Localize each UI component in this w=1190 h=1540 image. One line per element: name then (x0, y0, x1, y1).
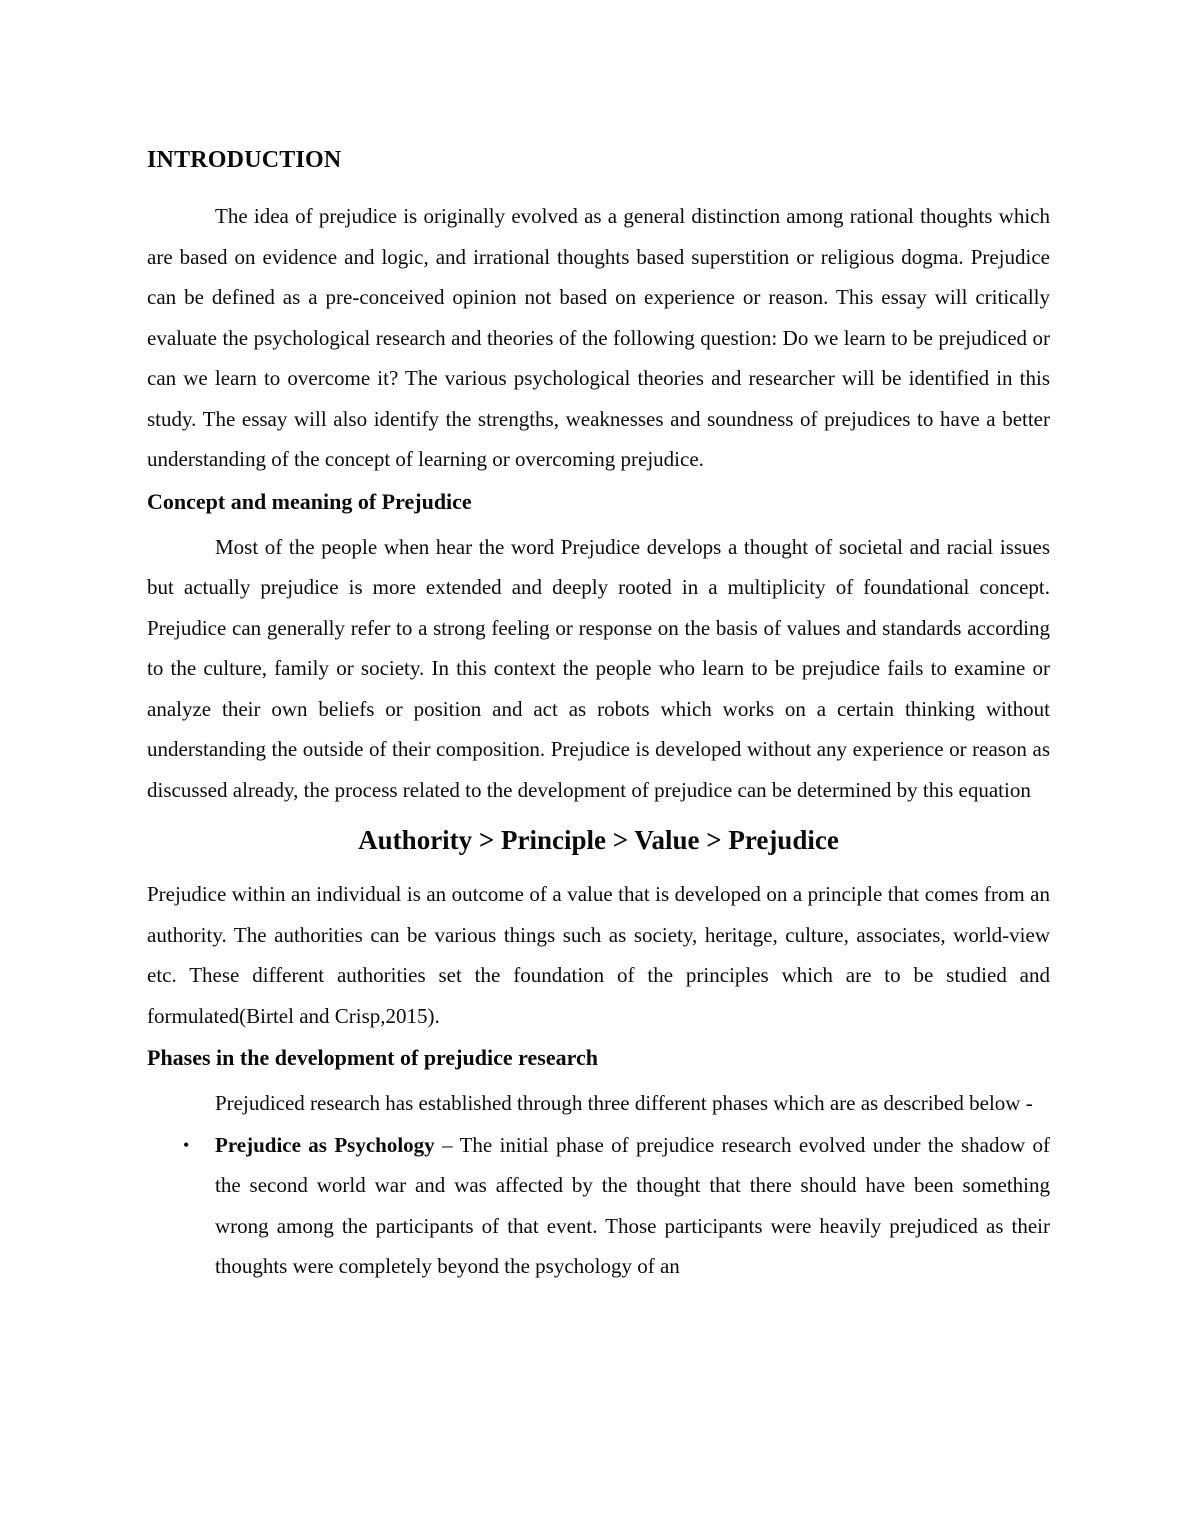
phases-heading: Phases in the development of prejudice research (147, 1045, 598, 1070)
concept-paragraph: Most of the people when hear the word Prejudice develops a thought of societal and racial issues but actually prejudice is more extended and deeply rooted in a multiplicity of foundational concept. Prejudice can generally refer to a strong feeling or response on the basis of values and standards according to the culture, family or society. In this context the people who learn to be prejudice fails to examine or analyze their own beliefs or position and act as robots which works on a certain thinking without understanding the outside of their composition. Prejudice is developed without any experience or reason as discussed already, the process related to the development of prejudice can be determined by this equation (147, 534, 1050, 802)
phases-list (147, 1125, 1050, 1287)
bullet-icon: • (183, 1134, 190, 1155)
concept-heading: Concept and meaning of Prejudice (147, 488, 472, 514)
prejudice-equation: Authority > Principle > Value > Prejudice (358, 825, 839, 855)
phases-intro-paragraph: Prejudiced research has established through three different phases which are as described below - (215, 1091, 1033, 1115)
list-item-prejudice-as-psychology (183, 1125, 1050, 1287)
bullet-term: Prejudice as Psychology (215, 1132, 435, 1157)
equation-explanation-paragraph: Prejudice within an individual is an outcome of a value that is developed on a principle that comes from an authority. The authorities can be various things such as society, heritage, culture, associates, world-view etc. These different authorities set the foundation of the principles which are to be studied and formulated(Birtel and Crisp,2015). (147, 882, 1050, 1028)
introduction-heading: INTRODUCTION (147, 147, 342, 173)
introduction-paragraph: The idea of prejudice is originally evolved as a general distinction among rational thoughts which are based on evidence and logic, and irrational thoughts based superstition or religious dogma. Prejudice can be defined as a pre-conceived opinion not based on experience or reason. This essay will critically evaluate the psychological research and theories of the following question: Do we learn to be prejudiced or can we learn to overcome it? The various psychological theories and researcher will be identified in this study. The essay will also identify the strengths, weaknesses and soundness of prejudices to have a better understanding of the concept of learning or overcoming prejudice. (147, 204, 1050, 471)
bullet-text: – The initial phase of prejudice research evolved under the shadow of the second world war and was affected by the thought that there should have been something wrong among the participants of that event. Those participants were heavily prejudiced as their thoughts were completely beyond the psychology of an (215, 1132, 1050, 1278)
